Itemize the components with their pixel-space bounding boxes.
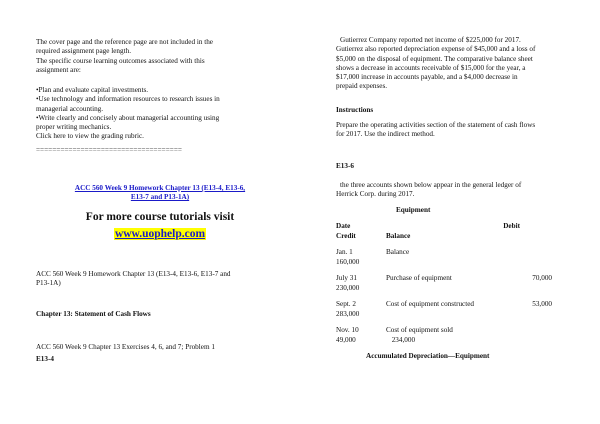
para-line: Gutierrez also reported depreciation expense of $45,000 and a loss of	[336, 45, 536, 54]
accounts-intro-line: the three accounts shown below appear in the general ledger of	[340, 181, 522, 189]
entry-date: Nov. 10	[336, 326, 359, 334]
outcome-item: •Write clearly and concisely about managerial accounting using	[36, 113, 220, 122]
para-line: $5,000 on the disposal of equipment. The comparative balance sheet	[336, 54, 533, 63]
course-link-line[interactable]: E13-7 and P13-1A)	[130, 193, 190, 202]
entry-description: Cost of equipment constructed	[386, 300, 475, 308]
grading-rubric-link[interactable]: Click here to view the grading rubric.	[36, 132, 144, 141]
ledger-entry-balance: 49,000 234,000	[336, 336, 416, 344]
header-balance: Balance	[386, 232, 411, 240]
intro-line: The cover page and the reference page are not included in the	[36, 38, 213, 46]
gutierrez-paragraph	[336, 36, 564, 92]
entry-description: Cost of equipment sold	[386, 326, 453, 334]
e13-6-heading: E13-6	[336, 162, 354, 170]
entry-date: Jan. 1	[336, 248, 353, 256]
para-line: prepaid expenses.	[336, 82, 388, 91]
equipment-heading: Equipment	[396, 206, 431, 214]
outcome-item: proper writing mechanics.	[36, 123, 112, 132]
ledger-entry-balance: 283,000	[336, 310, 360, 318]
intro-paragraph	[36, 38, 284, 75]
instructions-text	[336, 121, 564, 140]
intro-line: required assignment page length.	[36, 47, 132, 56]
para-line: shows a decrease in accounts receivable of $15,000 for the year, a	[336, 63, 526, 72]
entry-date: July 31	[336, 274, 357, 282]
entry-debit: 70,000	[532, 274, 552, 282]
para-line: Gutierrez Company reported net income of $225,000 for 2017.	[340, 36, 521, 44]
instructions-line: for 2017. Use the indirect method.	[336, 130, 435, 139]
e13-4-heading: E13-4	[36, 355, 54, 363]
entry-description: Balance	[386, 248, 410, 256]
header-date: Date	[336, 222, 351, 230]
header-debit: Debit	[503, 222, 520, 230]
repeat-title-line: P13-1A)	[36, 279, 61, 288]
accumulated-depreciation-heading: Accumulated Depreciation—Equipment	[366, 352, 490, 360]
intro-line: assignment are:	[36, 65, 81, 74]
ledger-entry-balance: 160,000	[336, 258, 360, 266]
outcome-item: •Plan and evaluate capital investments.	[36, 86, 149, 94]
header-credit: Credit	[336, 232, 356, 240]
outcome-item: managerial accounting.	[36, 104, 104, 113]
tutorials-heading: For more course tutorials visit	[85, 211, 235, 223]
instructions-heading: Instructions	[336, 106, 374, 114]
accounts-intro	[336, 181, 564, 200]
site-link-wrap	[36, 230, 284, 240]
repeat-title	[36, 270, 284, 289]
para-line: $17,000 increase in accounts payable, and a $4,000 decrease in	[336, 73, 518, 82]
course-link[interactable]	[36, 184, 284, 203]
course-link-line[interactable]: ACC 560 Week 9 Homework Chapter 13 (E13-4, E13-6,	[74, 184, 246, 192]
exercises-line: ACC 560 Week 9 Chapter 13 Exercises 4, 6, and 7; Problem 1	[36, 343, 215, 351]
instructions-line: Prepare the operating activities section of the statement of cash flows	[336, 121, 536, 129]
repeat-title-line: ACC 560 Week 9 Homework Chapter 13 (E13-4, E13-6, E13-7 and	[36, 270, 231, 278]
accounts-intro-line: Herrick Corp. during 2017.	[336, 190, 415, 199]
site-link[interactable]: www.uophelp.com	[114, 228, 206, 240]
intro-line: The specific course learning outcomes associated with this	[36, 56, 205, 65]
separator: ====================================	[36, 146, 182, 154]
entry-debit: 53,000	[532, 300, 552, 308]
entry-date: Sept. 2	[336, 300, 356, 308]
entry-description: Purchase of equipment	[386, 274, 452, 282]
outcome-item: •Use technology and information resources to research issues in	[36, 95, 220, 104]
ledger-entry-balance: 230,000	[336, 284, 360, 292]
chapter-heading: Chapter 13: Statement of Cash Flows	[36, 310, 151, 318]
outcomes-list	[36, 86, 284, 142]
